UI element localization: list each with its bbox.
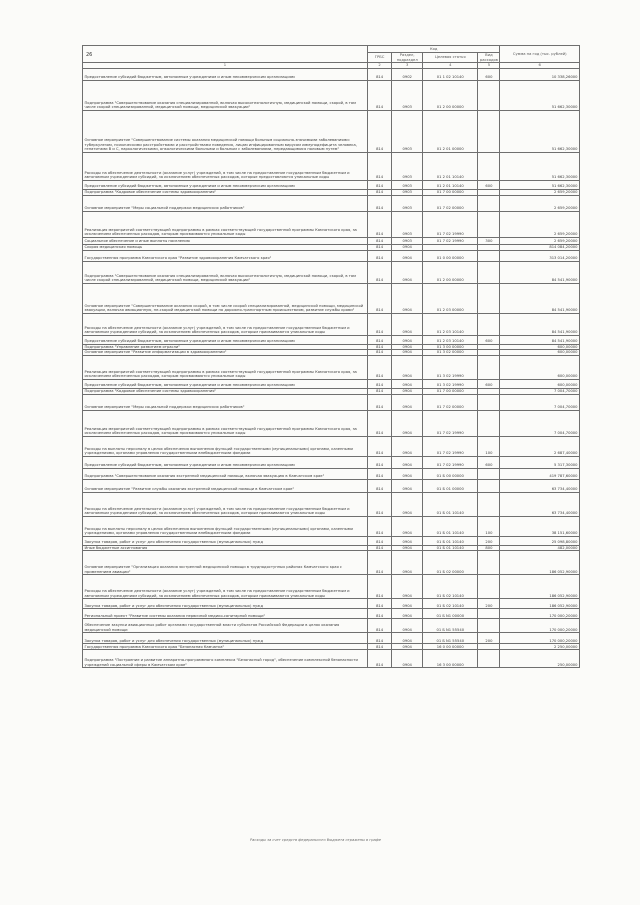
row-amount: 51 662,30000	[500, 80, 580, 110]
row-amount: 482,00000	[500, 545, 580, 551]
table-body	[83, 68, 580, 668]
row-amount: 186 052,90000	[500, 551, 580, 575]
row-section: 0903	[392, 195, 423, 211]
row-expense-type: 100	[478, 516, 500, 536]
row-amount: 186 052,90000	[500, 575, 580, 599]
table-row	[83, 211, 580, 237]
row-amount: 600,00000	[500, 355, 580, 379]
row-name: Расходы на обеспечение деятельности (оказание услуг) учреждений, в том числе на предоставление государственным бюджетным и автономным учреждениям субсидий, за исключением обеспеченных расходов, которым присваиваются уникальные коды	[83, 492, 368, 516]
header-vr: Вид расходов	[478, 53, 500, 63]
row-expense-type	[478, 394, 500, 410]
row-target-article: 01 3 02 19990	[423, 355, 478, 379]
table-row	[83, 575, 580, 599]
row-amount: 84 541,90000	[500, 335, 580, 344]
row-grbs: 814	[367, 350, 391, 356]
row-name: Подпрограмма "Совершенствование оказания специализированной, включая высокотехнологичную, медицинской помощи, скорой, в том числе скорой специализированной, медицинской помощи, медицинской эвакуации"	[83, 80, 368, 110]
table-row	[83, 609, 580, 619]
row-section: 0903	[392, 80, 423, 110]
row-grbs: 814	[367, 195, 391, 211]
row-grbs: 814	[367, 80, 391, 110]
row-section: 0904	[392, 456, 423, 468]
row-grbs: 814	[367, 244, 391, 250]
table-row	[83, 410, 580, 436]
row-amount: 2 659,20000	[500, 189, 580, 195]
table-row	[83, 492, 580, 516]
header-grbs: ГРБС	[367, 53, 391, 63]
row-grbs: 814	[367, 516, 391, 536]
row-amount: 84 541,90000	[500, 313, 580, 335]
row-target-article: 01 Б 01 10140	[423, 516, 478, 536]
row-section: 0904	[392, 468, 423, 479]
row-expense-type: 300	[478, 237, 500, 244]
row-name: Закупка товаров, работ и услуг для обеспечения государственных (муниципальных) нужд	[83, 633, 368, 644]
table-row	[83, 110, 580, 152]
row-section: 0902	[392, 68, 423, 80]
row-target-article: 01 7 02 19990	[423, 456, 478, 468]
row-target-article: 01 Б 02 10140	[423, 575, 478, 599]
row-amount: 186 052,90000	[500, 599, 580, 609]
row-section: 0904	[392, 335, 423, 344]
row-name: Расходы на выплаты персоналу в целях обеспечения выполнения функций государственными (муниципальными) органами, казенными учреждениями, органами управления государственными внебюджетными фондами	[83, 516, 368, 536]
header-rz: Раздел, подраздел	[392, 53, 423, 63]
row-grbs: 814	[367, 410, 391, 436]
row-amount: 84 541,90000	[500, 283, 580, 313]
row-name: Реализация мероприятий соответствующей подпрограммы в рамках соответствующей государственной программы Камчатского края, за исключением обеспеченных расходов, которым присваиваются уникальные коды	[83, 211, 368, 237]
row-grbs: 814	[367, 379, 391, 388]
row-grbs: 814	[367, 599, 391, 609]
table-row	[83, 152, 580, 180]
row-expense-type: 600	[478, 335, 500, 344]
row-amount: 170 000,20000	[500, 609, 580, 619]
row-target-article: 01 3 02 00000	[423, 350, 478, 356]
table-row	[83, 180, 580, 189]
row-grbs: 814	[367, 283, 391, 313]
row-expense-type	[478, 650, 500, 668]
row-grbs: 814	[367, 180, 391, 189]
row-name: Реализация мероприятий соответствующей подпрограммы в рамках соответствующей государственной программы Камчатского края, за исключением обеспеченных расходов, которым присваиваются уникальные коды	[83, 410, 368, 436]
row-section: 0904	[392, 388, 423, 394]
row-target-article: 01 3 00 00000	[423, 344, 478, 350]
row-target-article: 01 7 02 00000	[423, 394, 478, 410]
row-grbs: 814	[367, 456, 391, 468]
row-name: Подпрограмма "Кадровое обеспечение системы здравоохранения"	[83, 189, 368, 195]
row-expense-type	[478, 313, 500, 335]
row-name: Предоставление субсидий бюджетным, автономным учреждениям и иным некоммерческим организациям	[83, 379, 368, 388]
row-section: 0904	[392, 536, 423, 545]
table-row	[83, 195, 580, 211]
row-amount: 51 662,30000	[500, 180, 580, 189]
table-row	[83, 536, 580, 545]
row-name: Закупка товаров, работ и услуг для обеспечения государственных (муниципальных) нужд	[83, 536, 368, 545]
row-amount: 2 659,20000	[500, 211, 580, 237]
row-target-article: 16 3 00 00000	[423, 650, 478, 668]
index-cell: 6	[500, 63, 580, 69]
table-row	[83, 619, 580, 633]
row-section: 0904	[392, 599, 423, 609]
row-amount: 63 734,40000	[500, 479, 580, 492]
row-target-article: 01 Б N1 55540	[423, 633, 478, 644]
table-row	[83, 313, 580, 335]
row-grbs: 814	[367, 551, 391, 575]
row-section: 0904	[392, 492, 423, 516]
row-expense-type	[478, 410, 500, 436]
row-grbs: 814	[367, 189, 391, 195]
row-target-article: 01 Б 01 00000	[423, 479, 478, 492]
row-grbs: 814	[367, 152, 391, 180]
row-amount: 313 014,20000	[500, 250, 580, 261]
header-name	[83, 46, 368, 63]
row-grbs: 814	[367, 261, 391, 283]
row-section: 0903	[392, 180, 423, 189]
table-row	[83, 68, 580, 80]
row-target-article: 01 7 02 00000	[423, 195, 478, 211]
row-amount: 2 659,20000	[500, 195, 580, 211]
row-target-article: 01 Б N1 55540	[423, 619, 478, 633]
table-header	[83, 46, 580, 69]
row-grbs: 814	[367, 492, 391, 516]
row-expense-type	[478, 575, 500, 599]
row-amount: 2 250,00000	[500, 644, 580, 650]
row-name: Предоставление субсидий бюджетным, автономным учреждениям и иным некоммерческим организациям	[83, 180, 368, 189]
row-expense-type	[478, 551, 500, 575]
table-row	[83, 479, 580, 492]
row-name: Государственная программа Камчатского края "Безопасная Камчатка"	[83, 644, 368, 650]
table-row	[83, 379, 580, 388]
row-section: 0904	[392, 410, 423, 436]
row-amount: 600,00000	[500, 350, 580, 356]
row-expense-type: 600	[478, 456, 500, 468]
table-row	[83, 516, 580, 536]
row-target-article: 01 Б N1 00000	[423, 609, 478, 619]
table-row	[83, 335, 580, 344]
row-name: Подпрограмма "Совершенствование оказания экстренной медицинской помощи, включая эвакуацию в Камчатском крае"	[83, 468, 368, 479]
row-name: Предоставление субсидий бюджетным, автономным учреждениям и иным некоммерческим организациям	[83, 456, 368, 468]
row-grbs: 814	[367, 609, 391, 619]
row-expense-type: 200	[478, 599, 500, 609]
row-name: Социальное обеспечение и иные выплаты населению	[83, 237, 368, 244]
row-grbs: 814	[367, 211, 391, 237]
row-amount: 84 541,90000	[500, 261, 580, 283]
row-amount: 51 662,30000	[500, 110, 580, 152]
row-name: Подпрограмма "Построение и развитие аппаратно-программного комплекса "Безопасный город", обеспечение комплексной безопасности учреждений социальной сферы в Камчатском крае"	[83, 650, 368, 668]
row-expense-type	[478, 261, 500, 283]
row-section: 0904	[392, 344, 423, 350]
row-target-article: 01 2 01 10140	[423, 152, 478, 180]
row-section: 0904	[392, 551, 423, 575]
row-expense-type	[478, 250, 500, 261]
row-section: 0904	[392, 250, 423, 261]
row-amount: 51 662,30000	[500, 152, 580, 180]
table-row	[83, 261, 580, 283]
row-target-article: 01 2 01 00000	[423, 110, 478, 152]
row-grbs: 814	[367, 575, 391, 599]
table-row	[83, 456, 580, 468]
row-target-article: 01 Б 01 10140	[423, 545, 478, 551]
row-expense-type	[478, 195, 500, 211]
row-target-article: 01 2 00 00000	[423, 261, 478, 283]
page-number: 26	[86, 52, 93, 58]
row-target-article: 01 2 03 10140	[423, 313, 478, 335]
row-name: Подпрограмма "Кадровое обеспечение системы здравоохранения"	[83, 388, 368, 394]
row-name: Обеспечение закупки авиационных работ органами государственной власти субъектов Российской Федерации в целях оказания медицинской помощи	[83, 619, 368, 633]
index-cell: 3	[392, 63, 423, 69]
row-grbs: 814	[367, 68, 391, 80]
row-target-article: 01 0 00 00000	[423, 250, 478, 261]
row-expense-type	[478, 492, 500, 516]
row-name: Предоставление субсидий бюджетным, автономным учреждениям и иным некоммерческим организациям	[83, 335, 368, 344]
row-grbs: 814	[367, 394, 391, 410]
row-section: 0903	[392, 152, 423, 180]
row-grbs: 814	[367, 335, 391, 344]
table-row	[83, 633, 580, 644]
row-target-article: 01 Б 00 00000	[423, 468, 478, 479]
row-expense-type: 600	[478, 379, 500, 388]
row-section: 0904	[392, 516, 423, 536]
table-row	[83, 237, 580, 244]
row-target-article: 01 Б 01 10140	[423, 536, 478, 545]
row-target-article: 01 2 03 10140	[423, 335, 478, 344]
row-target-article: 01 7 00 00000	[423, 388, 478, 394]
row-grbs: 814	[367, 468, 391, 479]
row-name: Подпрограмма "Совершенствование оказания специализированной, включая высокотехнологичную, медицинской помощи, скорой, в том числе скорой специализированной, медицинской помощи, медицинской эвакуации"	[83, 261, 368, 283]
row-target-article: 01 Б 02 00000	[423, 551, 478, 575]
row-name: Подпрограмма "Управление развитием отрасли"	[83, 344, 368, 350]
row-name: Расходы на обеспечение деятельности (оказание услуг) учреждений, в том числе на предоставление государственным бюджетным и автономным учреждениям субсидий, за исключением обеспеченных расходов, которые предоставляются уникальные коды	[83, 152, 368, 180]
row-section: 0904	[392, 283, 423, 313]
table-row	[83, 355, 580, 379]
row-target-article: 01 2 03 00000	[423, 283, 478, 313]
row-grbs: 814	[367, 237, 391, 244]
row-section: 0903	[392, 237, 423, 244]
row-amount: 7 004,70000	[500, 410, 580, 436]
row-grbs: 814	[367, 250, 391, 261]
row-target-article: 01 2 01 10140	[423, 180, 478, 189]
row-name: Основное мероприятие "Меры социальной поддержки медицинских работников"	[83, 195, 368, 211]
table-row	[83, 250, 580, 261]
row-section: 0903	[392, 189, 423, 195]
row-target-article: 01 3 02 19990	[423, 379, 478, 388]
row-amount: 7 004,70000	[500, 394, 580, 410]
table-row	[83, 551, 580, 575]
row-grbs: 814	[367, 344, 391, 350]
row-name: Иные бюджетные ассигнования	[83, 545, 368, 551]
row-target-article: 01 Б 01 10140	[423, 492, 478, 516]
row-expense-type	[478, 283, 500, 313]
row-amount: 7 004,70000	[500, 388, 580, 394]
row-section: 0904	[392, 633, 423, 644]
row-name: Региональный проект "Развитие системы оказания первичной медико-санитарной помощи"	[83, 609, 368, 619]
row-target-article: 01 2 00 00000	[423, 80, 478, 110]
row-target-article: 16 0 00 00000	[423, 644, 478, 650]
table-row	[83, 650, 580, 668]
row-section: 0904	[392, 644, 423, 650]
row-name: Основное мероприятие "Развитие информатизации в здравоохранении"	[83, 350, 368, 356]
row-expense-type: 200	[478, 633, 500, 644]
row-amount: 170 000,20000	[500, 633, 580, 644]
row-name: Основное мероприятие "Совершенствование системы оказания медицинской помощи больным социально-значимыми заболеваниями: туберкулезом, психическими расстройствами и расстройствами поведения, лицам инфицированным вирусом иммунодефицита человека, гепатитами B и C, наркологическими, онкологическими больными и больным с заболеваниями, передающимися половым путем"	[83, 110, 368, 152]
row-section: 0904	[392, 244, 423, 250]
row-expense-type	[478, 80, 500, 110]
row-expense-type: 200	[478, 536, 500, 545]
table-row	[83, 436, 580, 456]
row-section: 0904	[392, 619, 423, 633]
row-amount: 25 098,80000	[500, 536, 580, 545]
row-amount: 10 338,26000	[500, 68, 580, 80]
index-cell: 4	[423, 63, 478, 69]
row-target-article: 01 7 02 19990	[423, 410, 478, 436]
row-section: 0904	[392, 575, 423, 599]
row-expense-type	[478, 110, 500, 152]
row-grbs: 814	[367, 650, 391, 668]
row-name: Основное мероприятие "Совершенствование оказания скорой, в том числе скорой специализированной, медицинской помощи, медицинской эвакуации, включая авиационную, не-скорой медицинской помощи по дорожно-транспортным происшествиям, развитие службы крови"	[83, 283, 368, 313]
table-row	[83, 80, 580, 110]
row-expense-type	[478, 468, 500, 479]
row-name: Реализация мероприятий соответствующей подпрограммы в рамках соответствующей государственной программы Камчатского края, за исключением обеспеченных расходов, которым присваиваются уникальные коды	[83, 355, 368, 379]
row-grbs: 814	[367, 479, 391, 492]
row-target-article: 01 7 02 19990	[423, 436, 478, 456]
index-cell: 2	[367, 63, 391, 69]
row-grbs: 814	[367, 313, 391, 335]
header-amount: Сумма на год (тыс. рублей)	[500, 46, 580, 63]
row-grbs: 814	[367, 619, 391, 633]
row-expense-type	[478, 609, 500, 619]
row-expense-type	[478, 152, 500, 180]
row-target-article: 01 1 02 10140	[423, 68, 478, 80]
row-grbs: 814	[367, 388, 391, 394]
row-name: Расходы на выплаты персоналу в целях обеспечения выполнения функций государственными (муниципальными) органами, казенными учреждениями, органами управления государственными внебюджетными фондами	[83, 436, 368, 456]
row-name: Основное мероприятие "Развитие службы оказания экстренной медицинской помощи в Камчатском крае"	[83, 479, 368, 492]
row-amount: 600,00000	[500, 344, 580, 350]
row-expense-type: 600	[478, 180, 500, 189]
row-name: Основное мероприятие "Организация оказания экстренной медицинской помощи в труднодоступных районах Камчатского края с применением авиации"	[83, 551, 368, 575]
row-amount: 2 687,40000	[500, 436, 580, 456]
row-grbs: 814	[367, 644, 391, 650]
row-section: 0904	[392, 609, 423, 619]
row-target-article: 01 7 02 19990	[423, 237, 478, 244]
row-amount: 814 084,20000	[500, 244, 580, 250]
header-csr: Целевая статья	[423, 53, 478, 63]
budget-table	[82, 45, 580, 668]
row-amount: 600,00000	[500, 379, 580, 388]
row-name: Предоставление субсидий бюджетным, автономным учреждениям и иным некоммерческим организациям	[83, 68, 368, 80]
row-expense-type: 800	[478, 545, 500, 551]
index-cell: 5	[478, 63, 500, 69]
row-grbs: 814	[367, 355, 391, 379]
row-amount: 170 000,20000	[500, 619, 580, 633]
row-name: Закупка товаров, работ и услуг для обеспечения государственных (муниципальных) нужд	[83, 599, 368, 609]
row-amount: 5 317,30000	[500, 456, 580, 468]
table-row	[83, 394, 580, 410]
table-row	[83, 283, 580, 313]
header-code-group: Код	[367, 46, 500, 53]
row-expense-type	[478, 479, 500, 492]
row-amount: 250,00000	[500, 650, 580, 668]
row-section: 0904	[392, 379, 423, 388]
row-target-article: 01 7 00 00000	[423, 189, 478, 195]
row-amount: 419 787,60000	[500, 468, 580, 479]
row-expense-type: 600	[478, 68, 500, 80]
row-grbs: 814	[367, 536, 391, 545]
table-row	[83, 599, 580, 609]
row-name: Основное мероприятие "Меры социальной поддержки медицинских работников"	[83, 394, 368, 410]
row-section: 0903	[392, 211, 423, 237]
index-cell: 1	[83, 63, 368, 69]
row-section: 0904	[392, 394, 423, 410]
row-target-article: 01 7 02 19990	[423, 211, 478, 237]
row-section: 0904	[392, 479, 423, 492]
row-grbs: 814	[367, 436, 391, 456]
row-name: Государственная программа Камчатского края "Развитие здравоохранения Камчатского края"	[83, 250, 368, 261]
row-target-article: 01 Б 02 10140	[423, 599, 478, 609]
row-section: 0904	[392, 545, 423, 551]
row-section: 0904	[392, 261, 423, 283]
row-expense-type: 100	[478, 436, 500, 456]
row-section: 0904	[392, 436, 423, 456]
row-name: Расходы на обеспечение деятельности (оказание услуг) учреждений, в том числе на предоставление государственным бюджетным и автономным учреждениям субсидий, за исключением обеспеченных расходов, которым присваиваются уникальные коды	[83, 575, 368, 599]
row-section: 0904	[392, 355, 423, 379]
row-section: 0903	[392, 110, 423, 152]
row-amount: 63 734,40000	[500, 492, 580, 516]
row-expense-type	[478, 355, 500, 379]
row-amount: 38 151,60000	[500, 516, 580, 536]
footnote-stamp: Расходы за счет средств федерального бюджета отражены в графе	[250, 838, 381, 842]
row-name: Расходы на обеспечение деятельности (оказание услуг) учреждений, в том числе на предоставление государственным бюджетным и автономным учреждениям субсидий, за исключением обеспеченных расходов, которым присваиваются уникальные коды	[83, 313, 368, 335]
table-row	[83, 468, 580, 479]
row-grbs: 814	[367, 633, 391, 644]
row-section: 0904	[392, 313, 423, 335]
row-expense-type	[478, 619, 500, 633]
row-section: 0904	[392, 650, 423, 668]
row-section: 0904	[392, 350, 423, 356]
row-grbs: 814	[367, 545, 391, 551]
row-name: Скорая медицинская помощь	[83, 244, 368, 250]
row-grbs: 814	[367, 110, 391, 152]
row-expense-type	[478, 211, 500, 237]
row-amount: 2 659,20000	[500, 237, 580, 244]
